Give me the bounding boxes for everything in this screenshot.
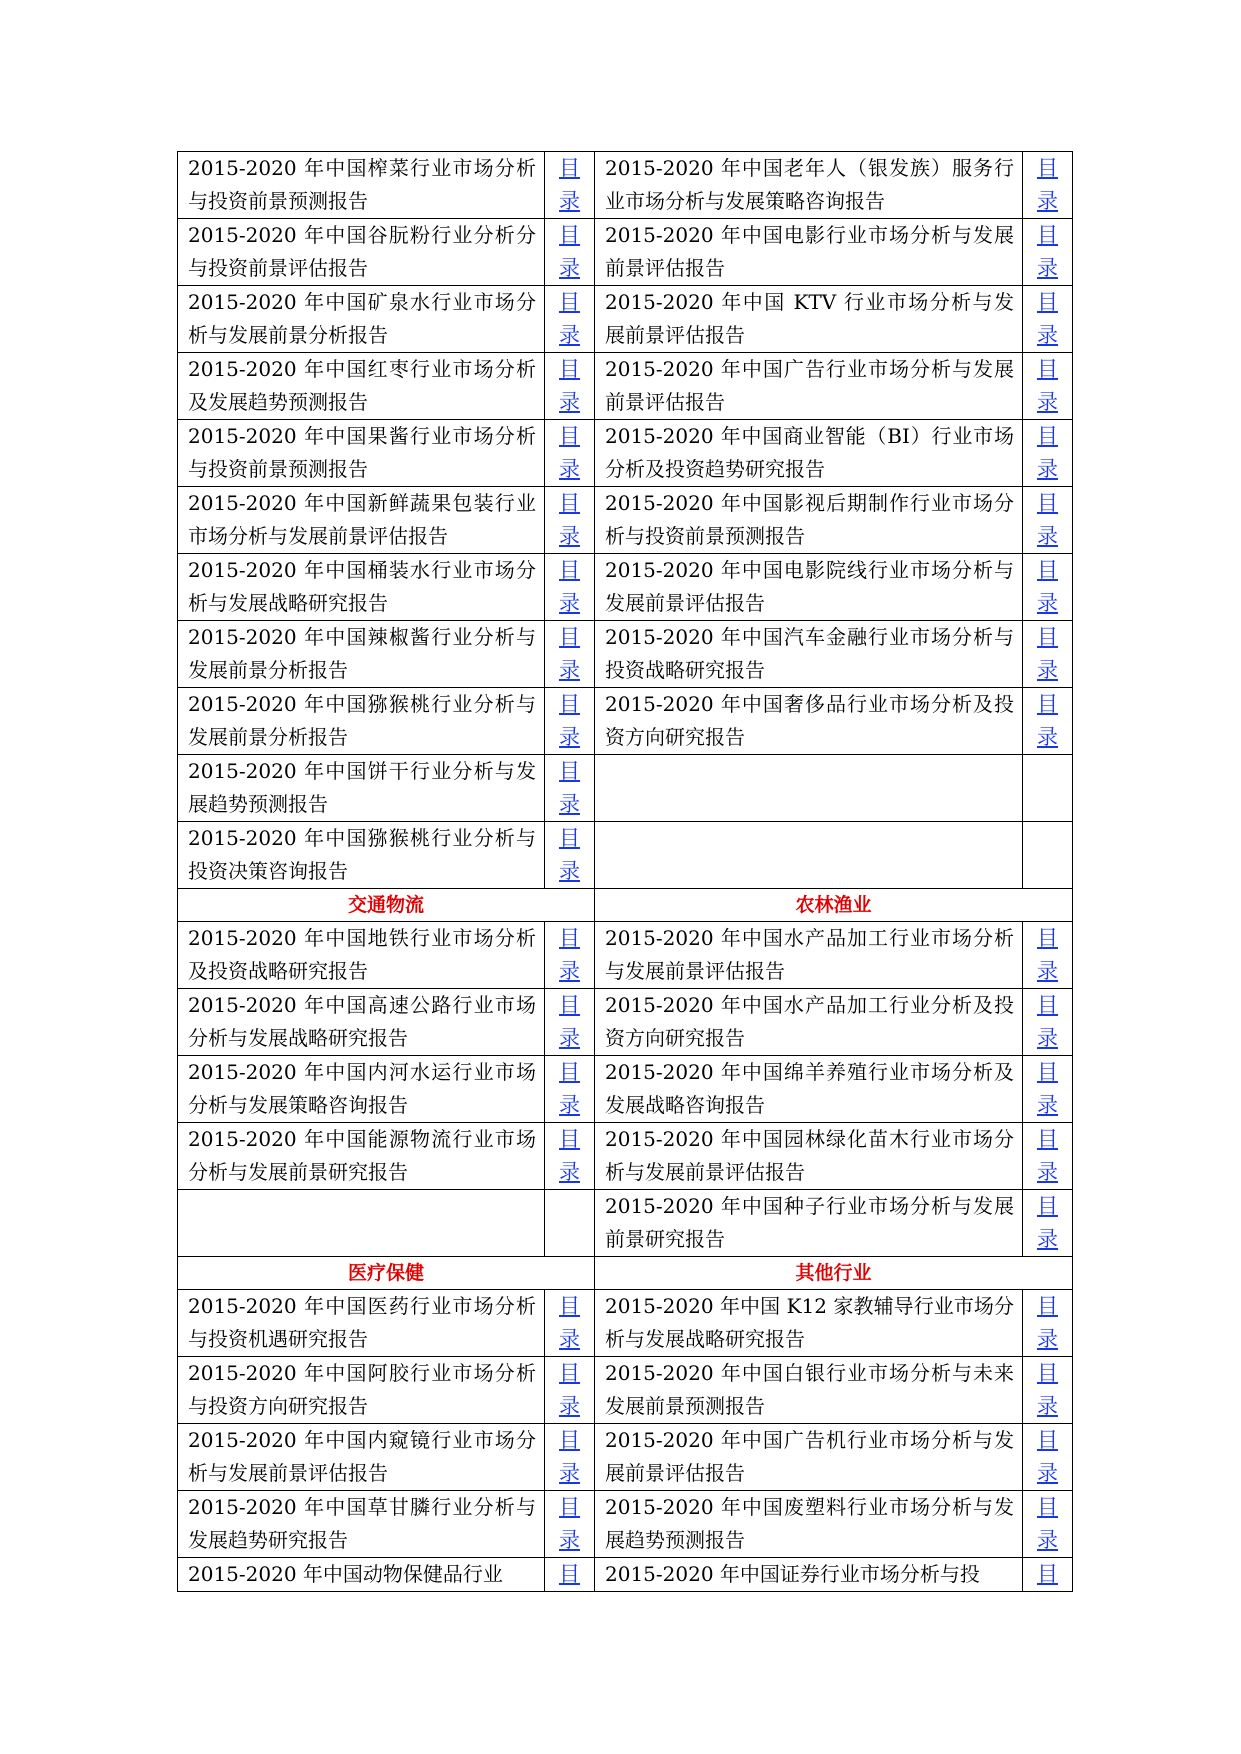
report-row [178,1424,1073,1491]
empty-cell [595,755,1023,822]
toc-link[interactable]: 目录 [559,625,580,682]
report-row [178,554,1073,621]
report-title: 2015-2020 年中国园林绿化苗木行业市场分析与发展前景评估报告 [595,1123,1023,1190]
toc-link[interactable]: 目录 [559,692,580,749]
report-title: 2015-2020 年中国辣椒酱行业分析与发展前景分析报告 [178,621,545,688]
section-title: 交通物流 [178,889,595,922]
section-title: 其他行业 [595,1257,1073,1290]
report-row [178,989,1073,1056]
report-title: 2015-2020 年中国内窥镜行业市场分析与发展前景评估报告 [178,1424,545,1491]
toc-link-cell [545,922,595,989]
toc-link-cell [1023,152,1073,219]
toc-link-cell [545,353,595,420]
report-title: 2015-2020 年中国证券行业市场分析与投 [595,1558,1023,1592]
report-row [178,487,1073,554]
report-list-body [178,152,1073,1592]
toc-link[interactable]: 目录 [559,926,580,983]
report-row [178,152,1073,219]
toc-link[interactable]: 目录 [1037,1127,1058,1184]
report-title: 2015-2020 年中国种子行业市场分析与发展前景研究报告 [595,1190,1023,1257]
toc-link[interactable]: 目录 [1037,357,1058,414]
report-title: 2015-2020 年中国水产品加工行业市场分析与发展前景评估报告 [595,922,1023,989]
toc-link-cell [545,554,595,621]
empty-cell [1023,755,1073,822]
toc-link-cell [545,989,595,1056]
toc-link-cell [545,822,595,889]
toc-link[interactable]: 目录 [1037,424,1058,481]
toc-link-cell [545,1558,595,1592]
toc-link-cell [545,1424,595,1491]
empty-cell [178,1190,545,1257]
report-title: 2015-2020 年中国新鲜蔬果包装行业市场分析与发展前景评估报告 [178,487,545,554]
report-title: 2015-2020 年中国 KTV 行业市场分析与发展前景评估报告 [595,286,1023,353]
section-header-row [178,1257,1073,1290]
toc-link-cell [1023,420,1073,487]
toc-link[interactable]: 目录 [1037,1294,1058,1351]
toc-link-cell [545,621,595,688]
report-title: 2015-2020 年中国红枣行业市场分析及发展趋势预测报告 [178,353,545,420]
report-row [178,353,1073,420]
toc-link[interactable]: 目录 [1037,1361,1058,1418]
toc-link-cell [545,1290,595,1357]
report-title: 2015-2020 年中国商业智能（BI）行业市场分析及投资趋势研究报告 [595,420,1023,487]
toc-link-cell [1023,1558,1073,1592]
toc-link[interactable]: 目录 [1037,1060,1058,1117]
toc-link[interactable]: 目录 [559,290,580,347]
section-title: 农林渔业 [595,889,1073,922]
toc-link[interactable]: 目录 [559,826,580,883]
report-title: 2015-2020 年中国草甘膦行业分析与发展趋势研究报告 [178,1491,545,1558]
toc-link-cell [1023,1056,1073,1123]
toc-link[interactable]: 目录 [1037,1428,1058,1485]
toc-link[interactable]: 目 [559,1562,580,1586]
report-row [178,1056,1073,1123]
toc-link-cell [1023,554,1073,621]
toc-link[interactable]: 目录 [559,357,580,414]
toc-link-cell [545,688,595,755]
toc-link[interactable]: 目录 [559,1060,580,1117]
report-row [178,286,1073,353]
toc-link[interactable]: 目录 [1037,290,1058,347]
toc-link[interactable]: 目录 [559,1428,580,1485]
report-row [178,420,1073,487]
report-title: 2015-2020 年中国广告行业市场分析与发展前景评估报告 [595,353,1023,420]
section-header-row [178,889,1073,922]
toc-link-cell [545,286,595,353]
toc-link[interactable]: 目录 [559,223,580,280]
report-row [178,1290,1073,1357]
report-title: 2015-2020 年中国广告机行业市场分析与发展前景评估报告 [595,1424,1023,1491]
report-title: 2015-2020 年中国绵羊养殖行业市场分析及发展战略咨询报告 [595,1056,1023,1123]
toc-link[interactable]: 目录 [559,759,580,816]
report-title: 2015-2020 年中国 K12 家教辅导行业市场分析与发展战略研究报告 [595,1290,1023,1357]
toc-link[interactable]: 目录 [1037,558,1058,615]
toc-link-cell [1023,286,1073,353]
report-title: 2015-2020 年中国老年人（银发族）服务行业市场分析与发展策略咨询报告 [595,152,1023,219]
empty-cell [1023,822,1073,889]
toc-link[interactable]: 目录 [1037,926,1058,983]
toc-link-cell [1023,1424,1073,1491]
report-title: 2015-2020 年中国电影行业市场分析与发展前景评估报告 [595,219,1023,286]
toc-link-cell [545,755,595,822]
toc-link[interactable]: 目录 [559,491,580,548]
report-row [178,1190,1073,1257]
toc-link-cell [545,1491,595,1558]
report-row [178,219,1073,286]
report-row [178,1491,1073,1558]
toc-link-cell [545,1056,595,1123]
report-title: 2015-2020 年中国地铁行业市场分析及投资战略研究报告 [178,922,545,989]
report-row [178,922,1073,989]
report-title: 2015-2020 年中国猕猴桃行业分析与发展前景分析报告 [178,688,545,755]
toc-link[interactable]: 目录 [559,156,580,213]
report-title: 2015-2020 年中国水产品加工行业分析及投资方向研究报告 [595,989,1023,1056]
toc-link[interactable]: 目 [1037,1562,1058,1586]
report-title: 2015-2020 年中国白银行业市场分析与未来发展前景预测报告 [595,1357,1023,1424]
toc-link-cell [1023,487,1073,554]
report-list-table [177,151,1073,1592]
toc-link[interactable]: 目录 [1037,491,1058,548]
report-row [178,621,1073,688]
toc-link[interactable]: 目录 [559,424,580,481]
report-title: 2015-2020 年中国果酱行业市场分析与投资前景预测报告 [178,420,545,487]
toc-link-cell [1023,219,1073,286]
toc-link[interactable]: 目录 [1037,1495,1058,1552]
toc-link[interactable]: 目录 [559,1495,580,1552]
report-title: 2015-2020 年中国谷朊粉行业分析分与投资前景评估报告 [178,219,545,286]
toc-link-cell [1023,1357,1073,1424]
toc-link-cell [1023,353,1073,420]
toc-link[interactable]: 目录 [1037,156,1058,213]
toc-link-cell [1023,1290,1073,1357]
toc-link-cell [545,1357,595,1424]
report-row [178,755,1073,822]
report-title: 2015-2020 年中国电影院线行业市场分析与发展前景评估报告 [595,554,1023,621]
toc-link[interactable]: 目录 [559,1361,580,1418]
report-title: 2015-2020 年中国医药行业市场分析与投资机遇研究报告 [178,1290,545,1357]
report-title: 2015-2020 年中国矿泉水行业市场分析与发展前景分析报告 [178,286,545,353]
toc-link-cell [1023,1123,1073,1190]
toc-link-cell [1023,688,1073,755]
toc-link[interactable]: 目录 [1037,625,1058,682]
report-title: 2015-2020 年中国内河水运行业市场分析与发展策略咨询报告 [178,1056,545,1123]
toc-link[interactable]: 目录 [1037,993,1058,1050]
report-title: 2015-2020 年中国榨菜行业市场分析与投资前景预测报告 [178,152,545,219]
report-row [178,822,1073,889]
report-title: 2015-2020 年中国阿胶行业市场分析与投资方向研究报告 [178,1357,545,1424]
toc-link[interactable]: 目录 [559,993,580,1050]
toc-link-cell [545,487,595,554]
empty-cell [595,822,1023,889]
report-title: 2015-2020 年中国能源物流行业市场分析与发展前景研究报告 [178,1123,545,1190]
toc-link[interactable]: 目录 [1037,692,1058,749]
toc-link-cell [1023,1491,1073,1558]
toc-link[interactable]: 目录 [1037,223,1058,280]
report-title: 2015-2020 年中国动物保健品行业 [178,1558,545,1592]
toc-link-cell [545,1123,595,1190]
report-row [178,1558,1073,1592]
toc-link[interactable]: 目录 [559,1294,580,1351]
report-row [178,688,1073,755]
toc-link-cell [545,219,595,286]
report-row [178,1123,1073,1190]
report-row [178,1357,1073,1424]
toc-link-cell [545,420,595,487]
report-title: 2015-2020 年中国饼干行业分析与发展趋势预测报告 [178,755,545,822]
report-title: 2015-2020 年中国猕猴桃行业分析与投资决策咨询报告 [178,822,545,889]
report-title: 2015-2020 年中国高速公路行业市场分析与发展战略研究报告 [178,989,545,1056]
toc-link-cell [1023,621,1073,688]
toc-link-cell [1023,1190,1073,1257]
toc-link-cell [1023,989,1073,1056]
toc-link[interactable]: 目录 [559,1127,580,1184]
toc-link[interactable]: 目录 [1037,1194,1058,1251]
report-title: 2015-2020 年中国汽车金融行业市场分析与投资战略研究报告 [595,621,1023,688]
report-title: 2015-2020 年中国桶装水行业市场分析与发展战略研究报告 [178,554,545,621]
toc-link-cell [545,152,595,219]
report-title: 2015-2020 年中国奢侈品行业市场分析及投资方向研究报告 [595,688,1023,755]
toc-link-cell [1023,922,1073,989]
empty-cell [545,1190,595,1257]
toc-link[interactable]: 目录 [559,558,580,615]
report-title: 2015-2020 年中国废塑料行业市场分析与发展趋势预测报告 [595,1491,1023,1558]
section-title: 医疗保健 [178,1257,595,1290]
report-title: 2015-2020 年中国影视后期制作行业市场分析与投资前景预测报告 [595,487,1023,554]
